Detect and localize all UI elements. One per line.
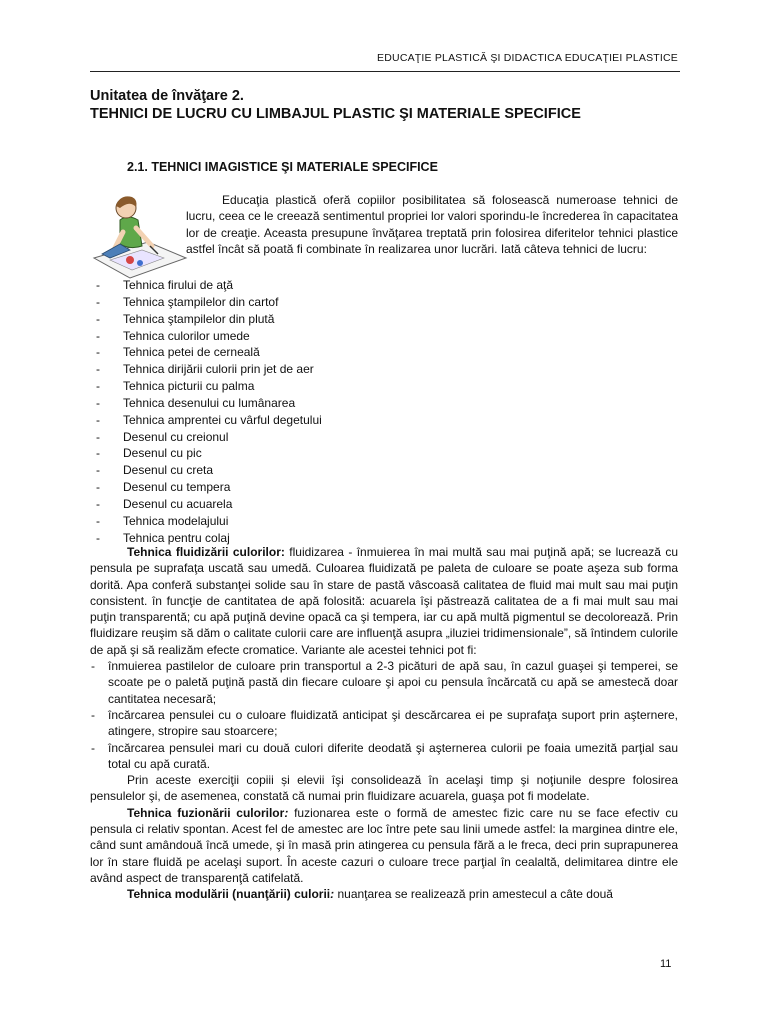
list-item: - Desenul cu creta: [90, 462, 322, 479]
fusion-paragraph: [90, 805, 678, 886]
page-number: 11: [660, 958, 672, 970]
modulation-paragraph: [90, 886, 678, 902]
running-header: EDUCAŢIE PLASTICĂ ŞI DIDACTICA EDUCAŢIEI PLASTICE: [377, 52, 678, 64]
unit-label: Unitatea de învăţare 2.: [90, 88, 244, 104]
modulation-lead: Tehnica modulării (nuanţării) culorii: [127, 887, 331, 902]
fluidization-lead: Tehnica fluidizării culorilor:: [127, 545, 285, 559]
intro-text: Educaţia plastică oferă copiilor posibilitatea să folosească numeroase tehnici de lucru, ceea ce le creează sentimentul propriei lor valori sporindu-le încrederea în capacitatea lor de creaţie. Aceasta presupune învăţarea treptată prin folosirea diferitelor tehnici plastice astfel încât să poată fi combinate în realizarea unor lucrări. Iată câteva tehnici de lucru:: [186, 193, 678, 256]
list-item: - Desenul cu tempera: [90, 479, 322, 496]
techniques-list: [90, 277, 322, 547]
fluidization-paragraph: [90, 544, 678, 658]
list-item: - Tehnica ştampilelor din plută: [90, 311, 322, 328]
fluidization-closing: Prin aceste exerciţii copiii și elevii îşi consolidează în acelaşi timp şi noţiunile despre folosirea pensulelor şi, de asemenea, constată că numai prin fluidizare acuarela, guaşa pot fi modelate.: [90, 773, 678, 804]
unit-title: TEHNICI DE LUCRU CU LIMBAJUL PLASTIC ŞI MATERIALE SPECIFICE: [90, 106, 581, 122]
list-item: - încărcarea pensulei mari cu două culori diferite deodată şi aşternerea culorii pe foaia umezită parţial sau total cu apă curată.: [90, 740, 678, 773]
list-item: - Tehnica picturii cu palma: [90, 378, 322, 395]
list-item: - Tehnica firului de aţă: [90, 277, 322, 294]
fusion-lead: Tehnica fuzionării culorilor: [127, 805, 285, 820]
section-heading: 2.1. TEHNICI IMAGISTICE ŞI MATERIALE SPECIFICE: [127, 160, 438, 174]
modulation-text: nuanţarea se realizează prin amestecul a câte două: [334, 887, 613, 902]
child-painting-icon: [90, 188, 190, 280]
list-item: - înmuierea pastilelor de culoare prin transportul a 2-3 picături de apă sau, în cazul guaşei şi temperei, se scoate pe o paletă puţină pastă din fiecare culoare şi apoi cu pensula încărcată cu apă se amestecă doar cantitatea necesară;: [90, 658, 678, 707]
list-item: - încărcarea pensulei cu o culoare fluidizată anticipat şi descărcarea ei pe suprafaţa suport prin aşternere, atingere, stropire sau stoarcere;: [90, 707, 678, 740]
body-text: [90, 544, 678, 903]
list-item: - Desenul cu creionul: [90, 429, 322, 446]
fusion-text: fuzionarea este o formă de amestec fizic care nu se face efectiv cu pensula ci relativ spontan. Acest fel de amestec are loc între pete sau linii umede astfel: la marginea dintre ele, când sunt amândouă încă umede, şi în masă prin atingerea cu pensula fără a le freca, deci prin suprapunerea lor în stare fluidă pe acelaşi suport. În aceste cazuri o culoare trece parţial în cealaltă, delimitarea dintre ele având aspect de transparenţă catifelată.: [90, 805, 678, 885]
fusion-colon: :: [284, 805, 289, 820]
list-item: - Desenul cu pic: [90, 445, 322, 462]
list-item: - Tehnica modelajului: [90, 513, 322, 530]
list-item: - Tehnica amprentei cu vârful degetului: [90, 412, 322, 429]
list-item: - Tehnica dirijării culorii prin jet de aer: [90, 361, 322, 378]
header-divider: [90, 71, 680, 72]
fluidization-variants: [90, 658, 678, 772]
list-item: - Tehnica desenului cu lumânarea: [90, 395, 322, 412]
list-item: - Tehnica ştampilelor din cartof: [90, 294, 322, 311]
intro-paragraph: [186, 192, 678, 257]
list-item: - Desenul cu acuarela: [90, 496, 322, 513]
list-item: - Tehnica petei de cerneală: [90, 344, 322, 361]
modulation-colon: :: [330, 887, 335, 902]
list-item: - Tehnica culorilor umede: [90, 328, 322, 345]
fluidization-text: fluidizarea - înmuierea în mai multă sau mai puţină apă; se lucrează cu pensula pe suprafaţa uscată sau umedă. Culoarea fluidizată pe paleta de culoare se poate aşeza sub forma dorită. Apa conferă substanţei solide sau în stare de pastă vâscoasă calitatea de fluid mai mult sau mai puţin consistent. în funcţie de cantitatea de apă folosită: acuarela îşi păstrează calitatea de a fi mai mult sau mai puţin transparentă; cu apă puţină devine opacă ca şi tempera, iar cu apă multă pigmentul se decolorează. Prin fluidizare reuşim să dăm o calitate culorii care are influenţă asupra „iluziei tridimensionale”, să întindem culorile de apă şi să realizăm efecte cromatice. Variante ale acestei tehnici pot fi:: [90, 545, 678, 657]
list-item: - Tehnica pentru colaj: [90, 530, 322, 547]
